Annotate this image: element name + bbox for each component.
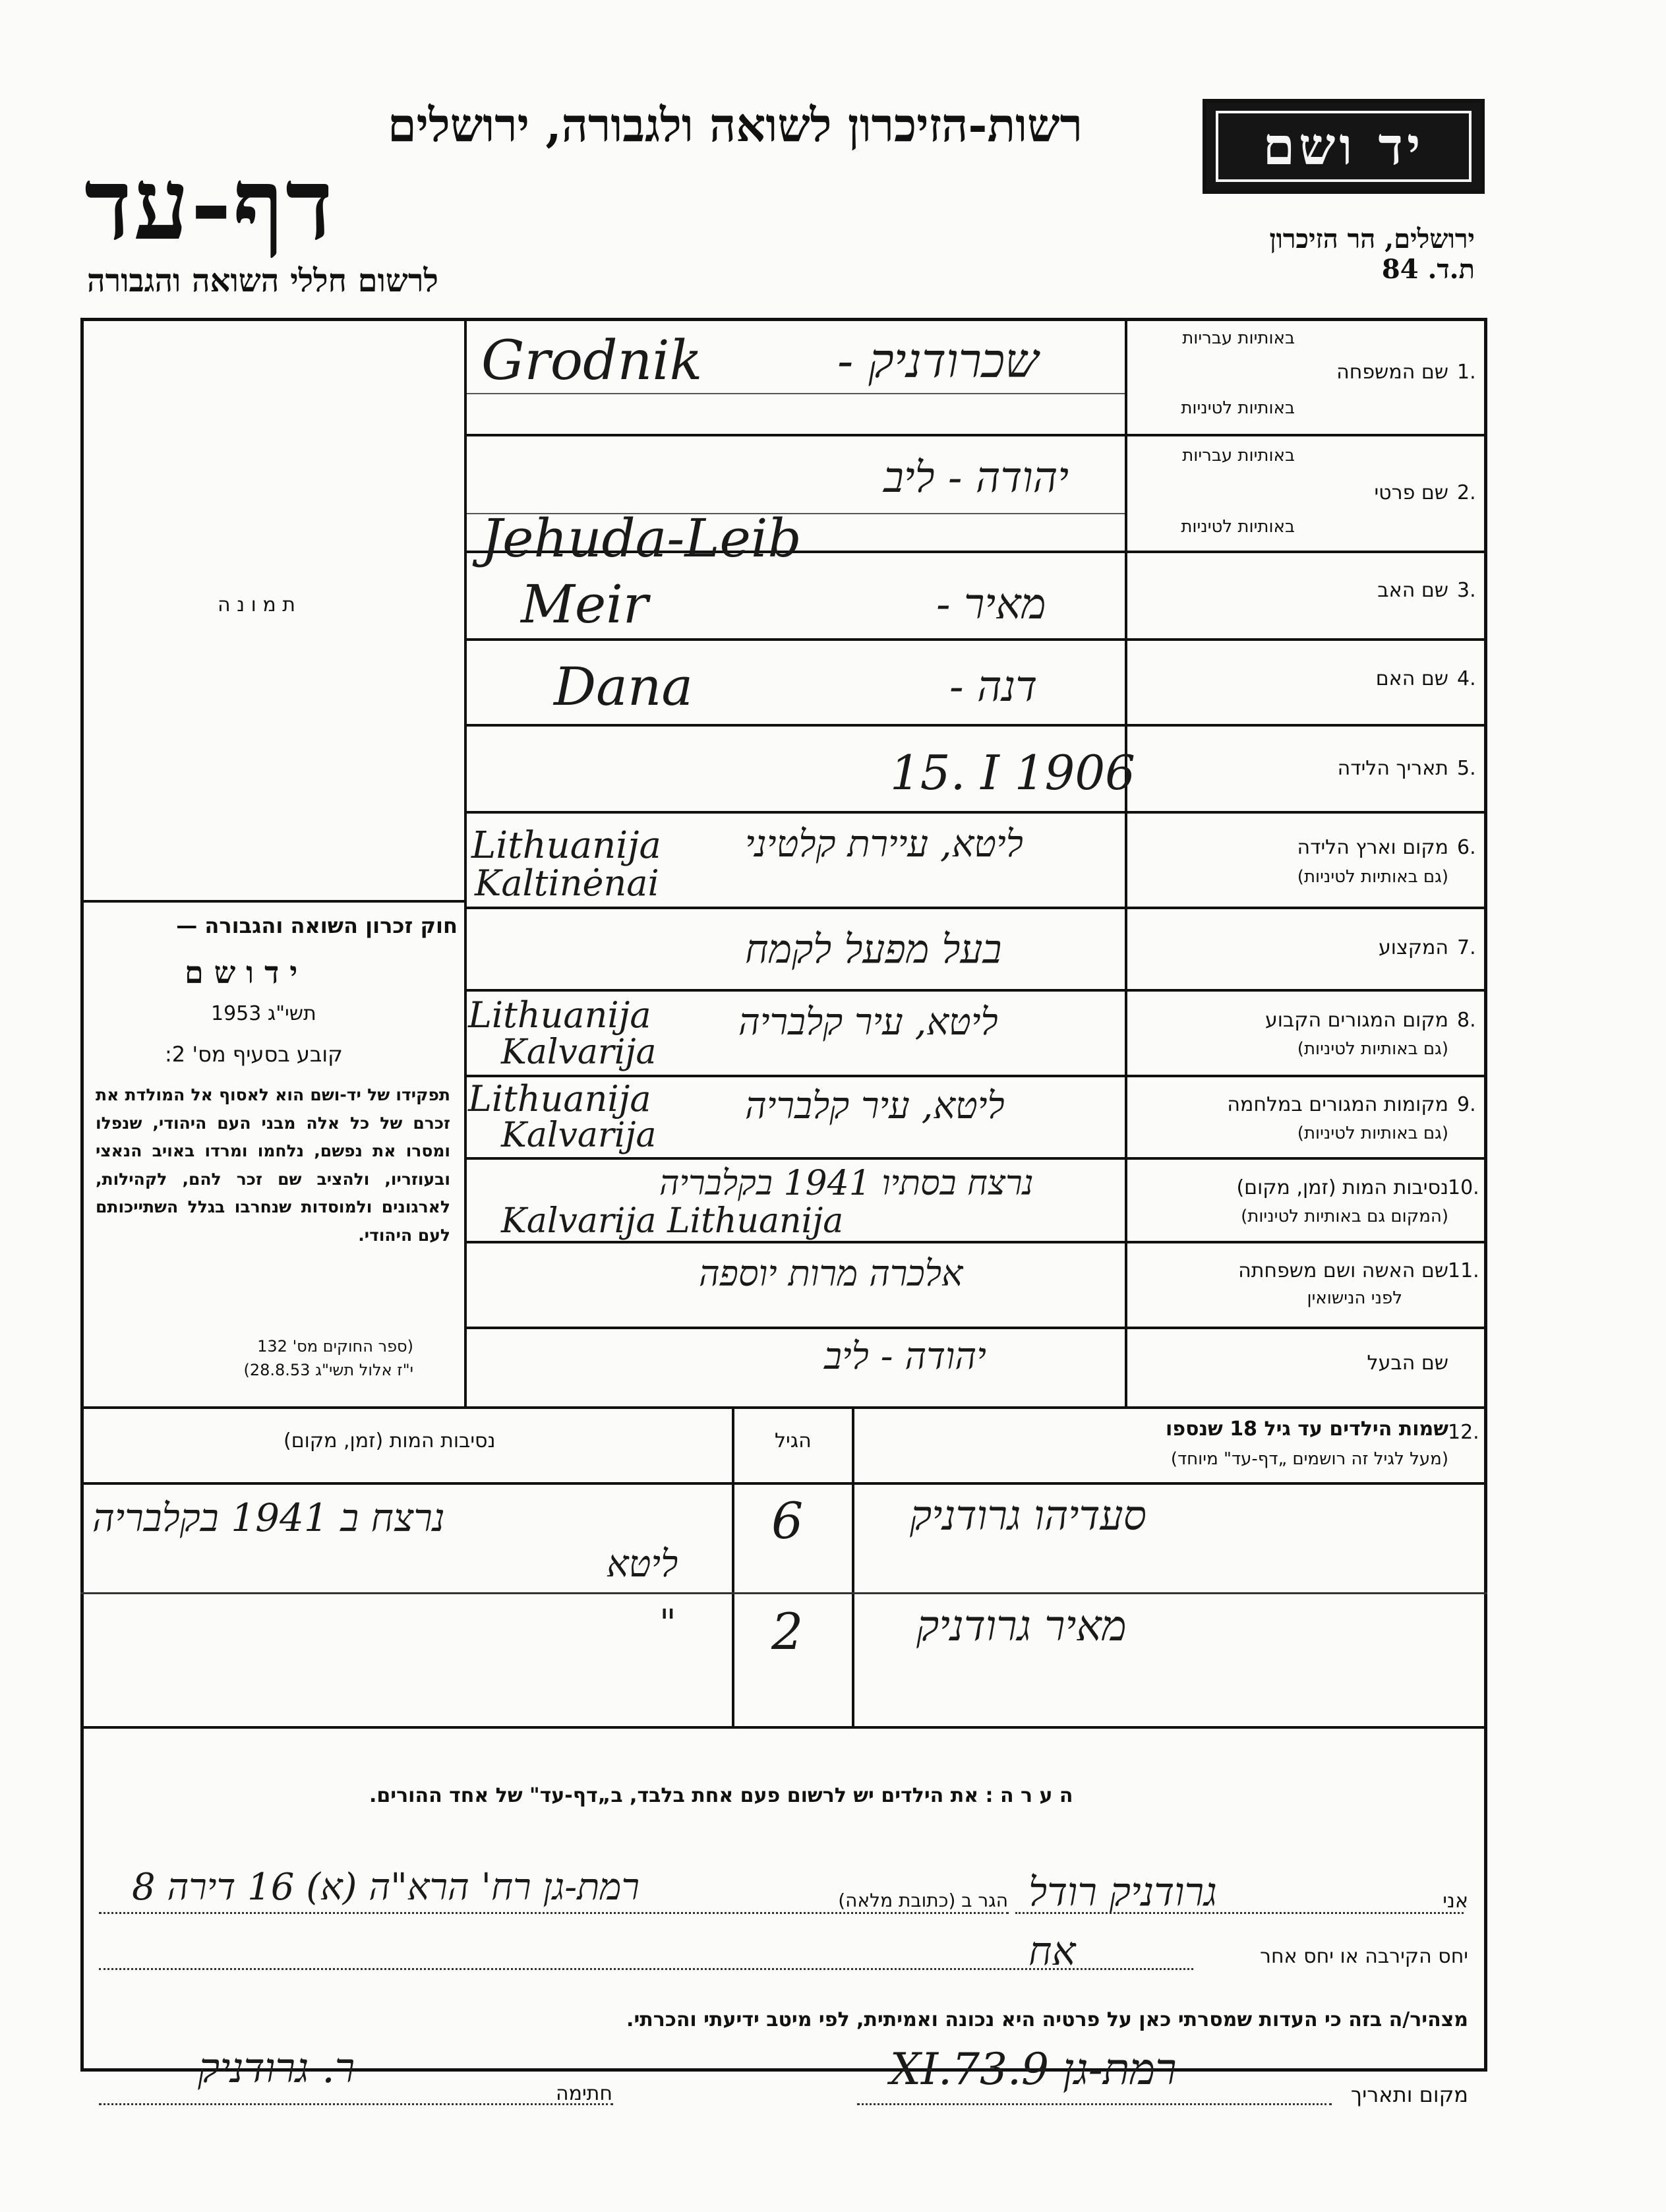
row-divider bbox=[464, 724, 1487, 727]
field-label: שם המשפחה bbox=[1336, 361, 1448, 384]
field-value-latin: Lithuanija bbox=[468, 1078, 651, 1120]
field-sub-label: לפני הנישואין bbox=[1307, 1288, 1402, 1308]
field-sub-label: (גם באותיות לטיניות) bbox=[1297, 1039, 1448, 1059]
child-age: 2 bbox=[771, 1602, 804, 1661]
address-line bbox=[99, 1912, 1009, 1914]
children-section-bottom bbox=[80, 1726, 1487, 1729]
place-date-label: מקום ותאריך bbox=[1350, 2082, 1468, 2107]
law-name: י ד ו ש ם bbox=[185, 955, 298, 990]
field-number: 8. bbox=[1457, 1009, 1476, 1032]
place-date-value: רמת-גן 9.XI.73 bbox=[890, 2044, 1177, 2095]
field-number: 11. bbox=[1448, 1259, 1479, 1282]
children-header-bottom bbox=[80, 1482, 1487, 1485]
law-heading: חוק זכרון השואה והגבורה — bbox=[176, 913, 458, 938]
field-number: 10. bbox=[1448, 1176, 1479, 1199]
field-value-hebrew: אלכרה מרות יוספה bbox=[699, 1253, 963, 1294]
field-label: שם האב bbox=[1377, 579, 1448, 602]
field-number: 9. bbox=[1457, 1093, 1476, 1116]
field-value-hebrew: נרצח בסתיו 1941 בקלבריה bbox=[659, 1164, 1034, 1203]
signature-value: ר. גרודניק bbox=[198, 2044, 355, 2092]
yad-vashem-logo bbox=[1203, 99, 1485, 194]
row-divider bbox=[464, 1327, 1487, 1329]
authority-name: רשות-הזיכרון לשואה ולגבורה, ירושלים bbox=[387, 98, 1083, 152]
field-value-latin: Kalvarija Lithuanija bbox=[501, 1201, 844, 1241]
row-divider bbox=[464, 1157, 1487, 1160]
field-number: 1. bbox=[1457, 361, 1476, 384]
declaration: מצהיר/ה בזה כי העדות שמסרתי כאן על פרטיה היא נכונה ואמיתית, לפי מיטב ידיעתי והכרתי. bbox=[626, 2008, 1468, 2031]
children-col-death: נסיבות המות (זמן, מקום) bbox=[283, 1429, 496, 1452]
children-heading-sub: (מעל לגיל זה רושמים „דף-עד" מיוחד) bbox=[1170, 1449, 1448, 1469]
ani-value: גרודניק רודל bbox=[1028, 1869, 1217, 1915]
field-number: 5. bbox=[1457, 757, 1476, 780]
field-value-latin: Dana bbox=[554, 656, 694, 717]
field-sub-label: באותיות עבריות bbox=[1182, 446, 1295, 465]
law-clause: קובע בסעיף מס' 2: bbox=[165, 1042, 343, 1067]
field-number: 7. bbox=[1457, 936, 1476, 959]
photo-law-divider bbox=[80, 900, 467, 903]
field-label: שם הבעל bbox=[1367, 1352, 1448, 1375]
field-value: 15. I 1906 bbox=[890, 745, 1135, 800]
field-label: שם פרטי bbox=[1374, 481, 1448, 504]
law-year: תשי"ג 1953 bbox=[211, 1002, 316, 1025]
page-title: דף-עד bbox=[84, 146, 335, 262]
field-label: שם האשה ושם משפחתה bbox=[1238, 1259, 1448, 1282]
field-number: 6. bbox=[1457, 836, 1476, 859]
row-divider bbox=[464, 434, 1487, 436]
children-col-divider bbox=[732, 1406, 734, 1726]
ani-label: אני bbox=[1443, 1890, 1468, 1913]
field-value-hebrew: יהודה - ליב bbox=[824, 1335, 986, 1378]
child-death: נרצח ב 1941 בקלבריה bbox=[92, 1495, 445, 1540]
row-divider bbox=[464, 907, 1487, 909]
children-heading: שמות הילדים עד גיל 18 שנספו bbox=[1166, 1418, 1448, 1441]
logo-text: יד ושם bbox=[1263, 116, 1425, 177]
field-value-latin: Lithuanija bbox=[468, 994, 651, 1036]
field-value-hebrew: ליטא, עיר קלבריה bbox=[738, 1001, 998, 1044]
field-label: נסיבות המות (זמן, מקום) bbox=[1236, 1176, 1448, 1199]
field-label: מקום המגורים הקבוע bbox=[1264, 1009, 1448, 1032]
field-value-hebrew: בעל מפעל לקמח bbox=[745, 926, 1002, 972]
field-sub-label: (המקום גם באותיות לטיניות) bbox=[1241, 1207, 1448, 1226]
child-death-2: ליטא bbox=[607, 1543, 678, 1586]
law-body: תפקידו של יד-ושם הוא לאסוף אל המולדת את זכרם של כל אלה מבני העם היהודי, שנפלו ומסרו את נפשם, נלחמו ומרדו באויב הנאצי ובעוזריו, ולהציב שם זכר להם, לקהילות, לארגונים ולמוסדות שנחרבו בגלל השתייכותם לעם היהודי. bbox=[96, 1085, 450, 1245]
field-value-hebrew: יהודה - ליב bbox=[883, 454, 1069, 502]
child-name: סעדיהו גרודניק bbox=[910, 1491, 1146, 1539]
field-value-latin-2: Kaltinėnai bbox=[475, 862, 659, 904]
field-value-latin-2: Kalvarija bbox=[501, 1116, 657, 1155]
field-value-latin: Lithuanija bbox=[471, 824, 661, 867]
hebrew-latin-divider bbox=[467, 393, 1125, 394]
address-line-2: ת.ד. 84 bbox=[1381, 254, 1475, 285]
address-line-1: ירושלים, הר הזיכרון bbox=[1269, 224, 1475, 254]
field-label: תאריך הלידה bbox=[1337, 757, 1448, 780]
address-label: הגר ב (כתובת מלאה) bbox=[838, 1890, 1008, 1911]
child-name: מאיר גרודניק bbox=[916, 1602, 1127, 1651]
relation-label: יחס הקירבה או יחס אחר bbox=[1260, 1945, 1468, 1968]
note: ה ע ר ה : את הילדים יש לרשום פעם אחת בלבד, ב„דף-עד" של אחד ההורים. bbox=[369, 1784, 1073, 1807]
field-value-latin: Meir bbox=[521, 574, 649, 635]
field-sub-label: באותיות עבריות bbox=[1182, 328, 1295, 348]
photo-label: ת מ ו נ ה bbox=[218, 593, 296, 616]
address-block bbox=[1269, 224, 1475, 285]
field-sub-label: באותיות לטיניות bbox=[1181, 398, 1295, 418]
field-value-hebrew: ליטא, עיירת קלטיני bbox=[745, 823, 1023, 866]
row-divider bbox=[464, 989, 1487, 992]
page-subtitle: לרשום חללי השואה והגבורה bbox=[87, 262, 438, 299]
children-number: 12. bbox=[1448, 1421, 1479, 1444]
field-value-hebrew: מאיר - bbox=[936, 580, 1046, 629]
field-sub-label: באותיות לטיניות bbox=[1181, 517, 1295, 537]
child-age: 6 bbox=[771, 1491, 804, 1550]
signature-line bbox=[99, 2103, 613, 2105]
field-number: 2. bbox=[1457, 481, 1476, 504]
field-number: 4. bbox=[1457, 667, 1476, 690]
children-col-age: הגיל bbox=[775, 1429, 812, 1452]
child-death: " bbox=[659, 1602, 676, 1645]
field-label: המקצוע bbox=[1378, 936, 1448, 959]
relation-value: אח bbox=[1028, 1928, 1076, 1975]
signature-label: חתימה bbox=[555, 2082, 612, 2105]
field-sub-label: (גם באותיות לטיניות) bbox=[1297, 867, 1448, 887]
field-value-latin: Jehuda-Leib bbox=[481, 508, 802, 569]
row-divider bbox=[464, 811, 1487, 814]
field-label: שם האם bbox=[1375, 667, 1448, 690]
children-section-top bbox=[80, 1406, 1487, 1409]
field-value-hebrew: דנה - bbox=[949, 663, 1038, 711]
children-col-divider bbox=[852, 1406, 854, 1726]
field-sub-label: (גם באותיות לטיניות) bbox=[1297, 1123, 1448, 1143]
row-divider bbox=[464, 1241, 1487, 1243]
row-divider bbox=[464, 1075, 1487, 1077]
field-label: מקום וארץ הלידה bbox=[1297, 836, 1448, 859]
row-divider bbox=[464, 638, 1487, 641]
law-ref-1: (ספר החוקים מס' 132 bbox=[257, 1337, 413, 1356]
address-value: רמת-גן רח' הרא"ה (א) 16 דירה 8 bbox=[132, 1866, 640, 1909]
children-row-divider bbox=[80, 1592, 1487, 1594]
field-label: מקומות המגורים במלחמה bbox=[1227, 1093, 1448, 1116]
law-ref-2: י"ז אלול תשי"ג 28.8.53) bbox=[243, 1361, 413, 1379]
field-value-latin-2: Kalvarija bbox=[501, 1032, 657, 1072]
field-value-hebrew: שכרודניק - bbox=[837, 333, 1039, 388]
field-number: 3. bbox=[1457, 579, 1476, 602]
field-value-hebrew: ליטא, עיר קלבריה bbox=[745, 1085, 1005, 1127]
place-date-line bbox=[857, 2103, 1332, 2105]
field-value-latin: Grodnik bbox=[481, 330, 703, 392]
